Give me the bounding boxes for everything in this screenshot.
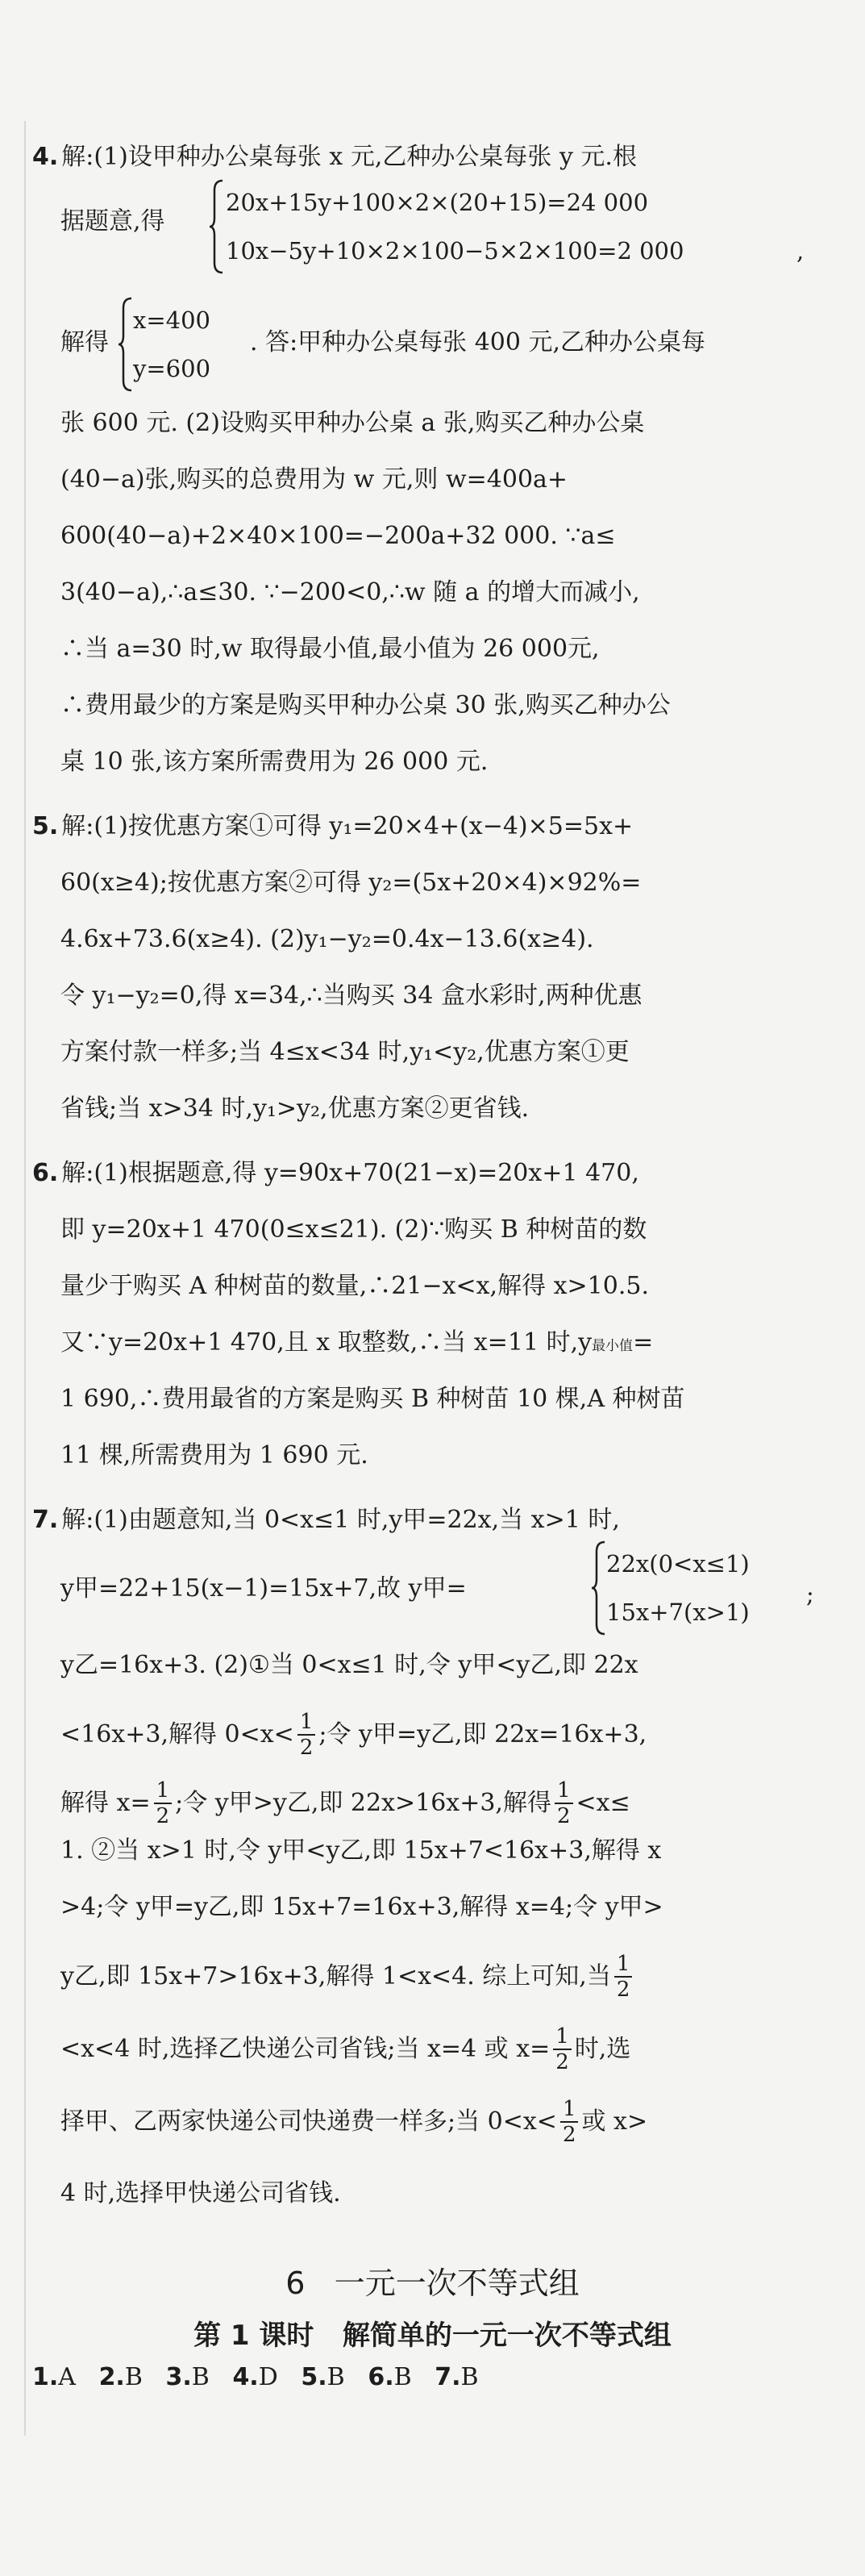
margin-rule	[24, 121, 26, 2436]
answer-item: 4.D	[232, 2363, 278, 2391]
p6-line-3: 量少于购买 A 种树苗的数量,∴21−x<x,解得 x>10.5.	[60, 1272, 650, 1300]
p7-line-10: 择甲、乙两家快递公司快递费一样多;当 0<x< $\frac{1}{2}$ 或 x>	[60, 2097, 648, 2147]
answer-key	[32, 2363, 479, 2391]
p6-line-1: 6. 解:(1)根据题意,得 y=90x+70(21−x)=20x+1 470,	[60, 1157, 820, 1190]
p7-line-4: <16x+3,解得 0<x< $\frac{1}{2}$ ;令 y甲=y乙,即 22x=16x+3,	[60, 1710, 647, 1760]
equation-row: 20x+15y+100×2×(20+15)=24 000	[226, 189, 649, 216]
answer-item: 7.B	[435, 2363, 479, 2391]
p4-line-8: ∴当 a=30 时,w 取得最小值,最小值为 26 000元,	[60, 635, 600, 663]
brace-icon	[117, 297, 135, 392]
fraction-one-half: $\frac{1}{2}$	[553, 2024, 572, 2074]
p5-line-6: 省钱;当 x>34 时,y₁>y₂,优惠方案②更省钱.	[60, 1094, 530, 1123]
fraction-one-half: $\frac{1}{2}$	[297, 1710, 316, 1760]
p5-line-2: 60(x≥4);按优惠方案②可得 y₂=(5x+20×4)×92%=	[60, 869, 642, 897]
p7-line-11: 4 时,选择甲快递公司省钱.	[60, 2179, 341, 2207]
brace-icon	[208, 179, 226, 274]
p4-line-7: 3(40−a),∴a≤30. ∵−200<0,∴w 随 a 的增大而减小,	[60, 578, 640, 606]
p7-line-5: 解得 x= $\frac{1}{2}$ ;令 y甲>y乙,即 22x>16x+3,解得 $\frac{1}{2}$ <x≤	[60, 1778, 630, 1828]
p4-line-10: 桌 10 张,该方案所需费用为 26 000 元.	[60, 748, 489, 776]
equation-row: 22x(0<x≤1)	[606, 1550, 750, 1578]
answer-item: 5.B	[301, 2363, 345, 2391]
p4-line-5: (40−a)张,购买的总费用为 w 元,则 w=400a+	[60, 465, 568, 494]
p7-line-7: >4;令 y甲=y乙,即 15x+7=16x+3,解得 x=4;令 y甲>	[60, 1893, 663, 1921]
problem-number: 6.	[32, 1159, 59, 1187]
equation-row: 10x−5y+10×2×100−5×2×100=2 000	[226, 237, 684, 265]
p6-line-5: 1 690,∴费用最省的方案是购买 B 种树苗 10 棵,A 种树苗	[60, 1385, 685, 1413]
answer-item: 1.A	[32, 2363, 76, 2391]
fraction-one-half: $\frac{1}{2}$	[154, 1778, 173, 1828]
equation-row: 15x+7(x>1)	[606, 1599, 750, 1626]
p7-line-9: <x<4 时,选择乙快递公司省钱;当 x=4 或 x= $\frac{1}{2}$ 时,选	[60, 2024, 631, 2074]
p7-line-2: y甲=22+15(x−1)=15x+7,故 y甲=	[60, 1574, 467, 1603]
p7-line-3: y乙=16x+3. (2)①当 0<x≤1 时,令 y甲<y乙,即 22x	[60, 1651, 638, 1679]
p6-line-4: 又∵y=20x+1 470,且 x 取整数,∴当 x=11 时,y 最小值 =	[60, 1328, 654, 1357]
answer-item: 2.B	[98, 2363, 143, 2391]
p5-line-3: 4.6x+73.6(x≥4). (2)y₁−y₂=0.4x−13.6(x≥4).	[60, 925, 594, 953]
p5-line-1: 5. 解:(1)按优惠方案①可得 y₁=20×4+(x−4)×5=5x+	[60, 811, 820, 843]
answer-item: 6.B	[368, 2363, 412, 2391]
equation-row: x=400	[133, 306, 211, 334]
section-title: 6 一元一次不等式组	[285, 2265, 580, 2301]
lesson-title: 第 1 课时 解简单的一元一次不等式组	[193, 2320, 672, 2352]
p6-line-6: 11 棵,所需费用为 1 690 元.	[60, 1441, 368, 1469]
p4-line-6: 600(40−a)+2×40×100=−200a+32 000. ∵a≤	[60, 522, 616, 550]
fraction-one-half: $\frac{1}{2}$	[555, 1778, 573, 1828]
p4-line-9: ∴费用最少的方案是购买甲种办公桌 30 张,购买乙种办公	[60, 691, 671, 719]
p6-line-2: 即 y=20x+1 470(0≤x≤21). (2)∵购买 B 种树苗的数	[60, 1215, 647, 1244]
p4-line-3: 解得	[60, 328, 109, 356]
p4-line-2: 据题意,得	[60, 207, 165, 236]
p7-line-1: 7. 解:(1)由题意知,当 0<x≤1 时,y甲=22x,当 x>1 时,	[60, 1504, 820, 1536]
p5-line-5: 方案付款一样多;当 4≤x<34 时,y₁<y₂,优惠方案①更	[60, 1038, 630, 1066]
brace-icon	[590, 1540, 608, 1636]
p4-line-4: 张 600 元. (2)设购买甲种办公桌 a 张,购买乙种办公桌	[60, 409, 645, 437]
fraction-one-half: $\frac{1}{2}$	[614, 1952, 633, 2002]
problem-number: 4.	[32, 143, 59, 171]
answer-item: 3.B	[165, 2363, 210, 2391]
fraction-one-half: $\frac{1}{2}$	[560, 2097, 579, 2147]
problem-number: 5.	[32, 812, 59, 840]
document-page: 4. 解:(1)设甲种办公桌每张 x 元,乙种办公桌每张 y 元.根 据题意,得 20x+15y+100×2×(20+15)=24 000 10x−5y+10×2×100−5×2×100=2 000 , 解得 x=400 y=600 . 答:甲种办公桌每张 400 元,乙种办公桌每 张 600 元. (2)设购买甲种办公桌 a 张,购买乙种办公桌 (40−a)张,购买的总费用为 w 元,则 w=400a+ 600(40−a)+2×40×100=−200a+32 000. ∵a≤ 3(40−a),∴a≤30. ∵−200<0,∴w 随 a 的增大而减小, ∴当 a=30 时,w 取得最小值,最小值为 26 000元, ∴费用最少的方案是购买甲种办公桌 30 张,购买乙种办公 桌 10 张,该方案所需费用为 26 000 元. 5. 解:(1)按优惠方案①可得 y₁=20×4+(x−4)×5=5x+ 60(x≥4);按优惠方案②可得 y₂=(5x+20×4)×92%= 4.6x+73.6(x≥4). (2)y₁−y₂=0.4x−13.6(x≥4). 令 y₁−y₂=0,得 x=34,∴当购买 34 盒水彩时,两种优惠 方案付款一样多;当 4≤x<34 时,y₁<y₂,优惠方案①更 省钱;当 x>34 时,y₁>y₂,优惠方案②更省钱. 6. 解:(1)根据题意,得 y=90x+70(21−x)=20x+1 470, 即 y=20x+1 470(0≤x≤21). (2)∵购买 B 种树苗的数 量少于购买 A 种树苗的数量,∴21−x<x,解得 x>10.5. 又∵y=20x+1 470,且 x 取整数,∴当 x=11 时,y 最小值 = 1 690,∴费用最省的方案是购买 B 种树苗 10 棵,A 种树苗 11 棵,所需费用为 1 690 元. 7. 解:(1)由题意知,当 0<x≤1 时,y甲=22x,当 x>1 时, y甲=22+15(x−1)=15x+7,故 y甲= 22x(0<x≤1) 15x+7(x>1) ; y乙=16x+3. (2)①当 0<x≤1 时,令 y甲<y乙,即 22x <16x+3,解得 0<x< $\frac{1}{2}$ ;令 y甲=y乙,即 22x=16x+3, 解得 x= $\frac{1}{2}$ ;令 y甲>y乙,即 22x>16x+3,解得 $\frac{1}{2}$ <x≤ 1. ②当 x>1 时,令 y甲<y乙,即 15x+7<16x+3,解得 x >4;令 y甲=y乙,即 15x+7=16x+3,解得 x=4;令 y甲> y乙,即 15x+7>16x+3,解得 1<x<4. 综上可知,当 $\frac{1}{2}$ <x<4 时,选择乙快递公司省钱;当 x=4 或 x= $\frac{1}{2}$ 时,选 择甲、乙两家快递公司快递费一样多;当 0<x< $\frac{1}{2}$ 或 x> 4 时,选择甲快递公司省钱. 6 一元一次不等式组 第 1 课时 解简单的一元一次不等式组 1.A 2.B 3.B 4.D 5.B 6.B 7.B	[0, 0, 865, 2576]
problem-number: 7.	[32, 1506, 59, 1534]
p7-line-8: y乙,即 15x+7>16x+3,解得 1<x<4. 综上可知,当 $\frac{1}{2}$	[60, 1952, 820, 2002]
p5-line-4: 令 y₁−y₂=0,得 x=34,∴当购买 34 盒水彩时,两种优惠	[60, 982, 643, 1010]
p4-line-1: 4. 解:(1)设甲种办公桌每张 x 元,乙种办公桌每张 y 元.根	[60, 141, 820, 173]
equation-row: y=600	[133, 355, 211, 382]
p7-line-6: 1. ②当 x>1 时,令 y甲<y乙,即 15x+7<16x+3,解得 x	[60, 1836, 662, 1865]
